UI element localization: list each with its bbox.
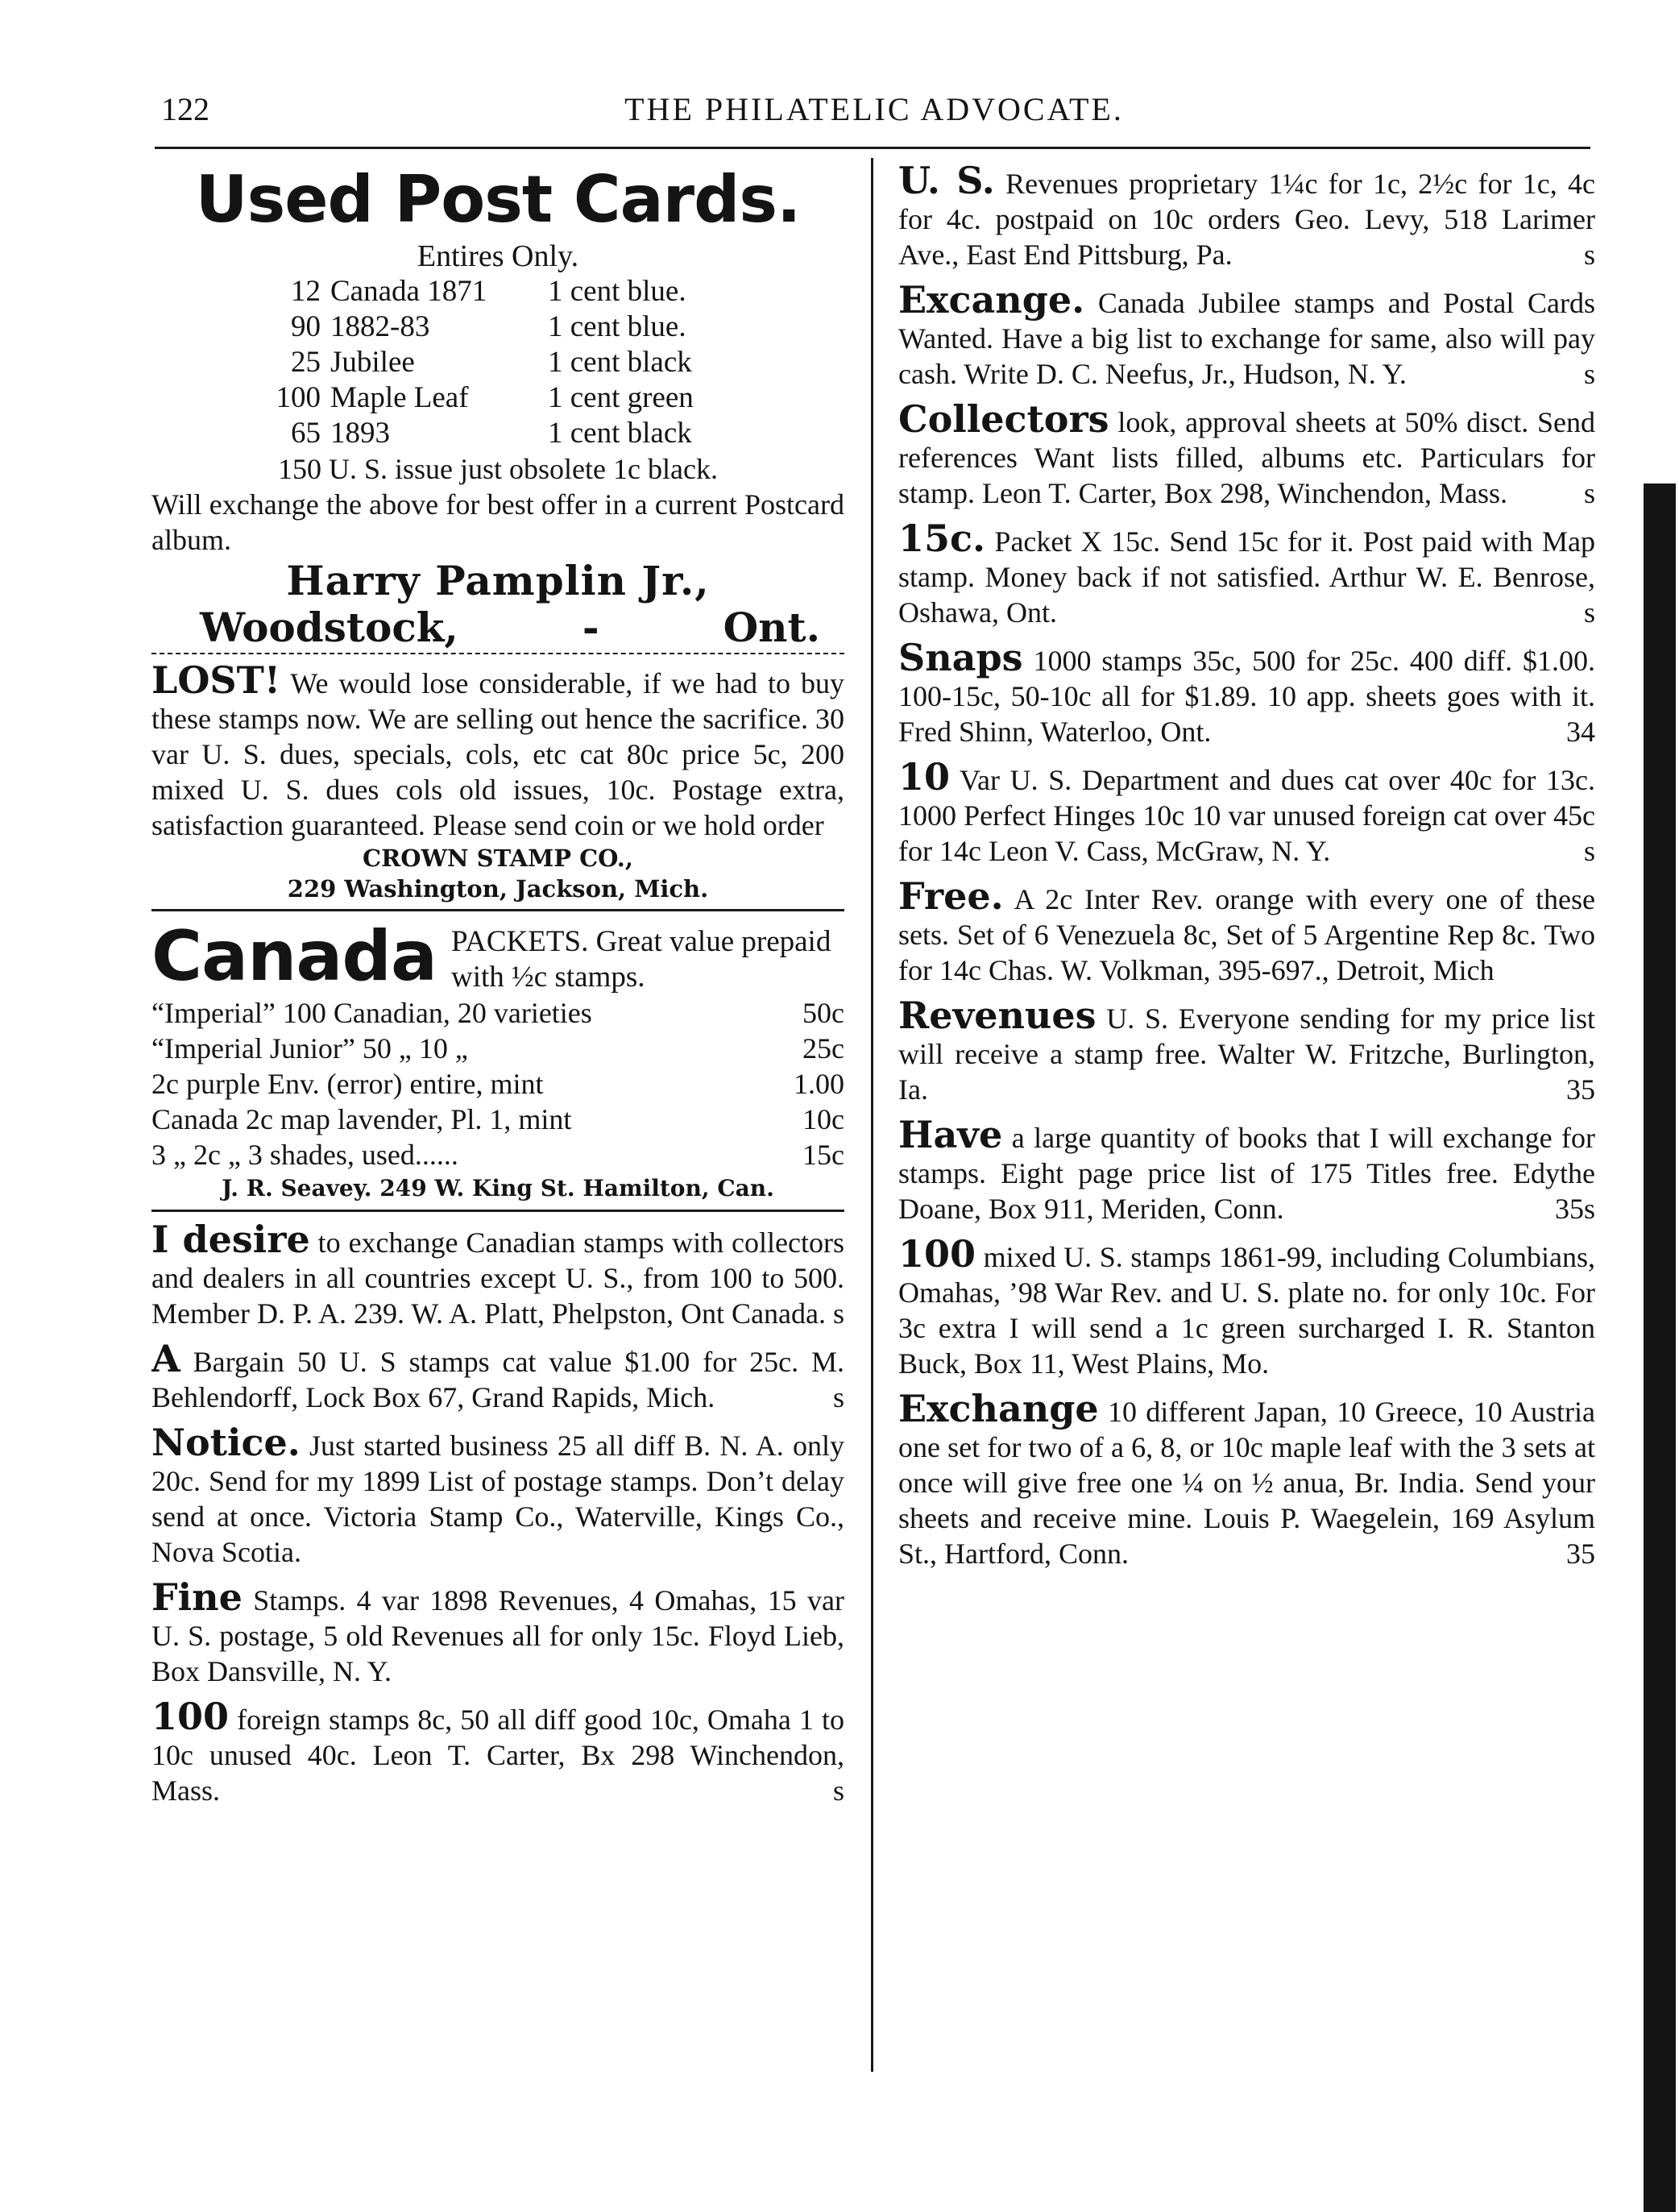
classified-ad [898, 280, 1595, 392]
ad-gap [898, 1107, 1595, 1115]
classified-lead: 10 [898, 755, 951, 799]
packet-row [151, 1102, 844, 1137]
post-card-note: 150 U. S. issue just obsolete 1c black. [278, 453, 718, 485]
classified-text: mixed U. S. stamps 1861-99, including Columbians, Omahas, ’98 War Rev. and U. S. plate no. for only 10c. For 3c extra I will send a 1c green surcharged I. R. Stanton Buck, Box 11, West Plains, Mo. [898, 1241, 1595, 1380]
right-column [898, 161, 1595, 2063]
classified-text: 10 different Japan, 10 Greece, 10 Austria one set for two of a 6, 8, or 10c maple leaf with the 3 sets at once will give free one ¼ on ½ anua, Br. India. Send your sheets and receive mine. Louis P. Waegelein, 169 Asylum St., Hartford, Conn. [898, 1396, 1595, 1570]
post-card-list [256, 274, 694, 451]
classified-ad [898, 1232, 1595, 1381]
packet-item: “Imperial” 100 Canadian, 20 varieties [151, 997, 592, 1029]
advertiser-city: Woodstock, [200, 604, 458, 651]
canada-title: Canada [151, 916, 437, 997]
packet-item: 3 „ 2c „ 3 shades, used...... [151, 1139, 458, 1171]
post-card-desc: 1882-83 [330, 310, 430, 343]
classified-text: U. S. Everyone sending for my price list will receive a stamp free. Walter W. Fritzche, Burlington, Ia. [898, 1002, 1595, 1106]
classified-code: 35 [1566, 1538, 1595, 1570]
canada-header [151, 916, 844, 997]
post-card-price: 1 cent black [548, 346, 692, 379]
post-card-row [256, 274, 694, 309]
packet-item: Canada 2c map lavender, Pl. 1, mint [151, 1103, 572, 1135]
ad-gap [151, 1689, 844, 1697]
classified-text: Revenues proprietary 1¼c for 1c, 2½c for 1c, 4c for 4c. postpaid on 10c orders Geo. Levy, 518 Larimer Ave., East End Pittsburg, Pa. [898, 168, 1595, 271]
classified-code: 35 [1566, 1073, 1595, 1106]
packet-row [151, 1066, 844, 1102]
section-divider [151, 909, 844, 911]
classified-text: Bargain 50 U. S stamps cat value $1.00 for 25c. M. Behlendorff, Lock Box 67, Grand Rapids, Mich. [151, 1346, 844, 1413]
classified-text: to exchange Canadian stamps with collectors and dealers in all countries except U. S., from 100 to 500. Member D. P. A. 239. W. A. Platt, Phelpston, Ont Canada. [151, 1226, 844, 1330]
classified-code: s [832, 1297, 844, 1330]
classified-lead: Snaps [898, 636, 1023, 679]
packet-item: “Imperial Junior” 50 „ 10 „ [151, 1032, 468, 1064]
classified-code: s [1583, 835, 1595, 867]
used-post-cards-subtitle: Entires Only. [417, 239, 579, 273]
post-card-row [256, 416, 694, 451]
classified-code: s [832, 1774, 844, 1807]
post-card-price: 1 cent blue. [548, 310, 686, 343]
header-rule [155, 147, 1590, 149]
classified-ad [898, 1389, 1595, 1571]
classified-code: s [1583, 477, 1595, 509]
used-post-cards-title: Used Post Cards. [195, 162, 801, 237]
post-card-desc: Jubilee [330, 346, 415, 379]
packet-row [151, 995, 844, 1031]
classified-lead: A [151, 1337, 180, 1380]
classified-text: Stamps. 4 var 1898 Revenues, 4 Omahas, 15 var U. S. postage, 5 old Revenues all for only 15c. Floyd Lieb, Box Dansville, N. Y. [151, 1584, 844, 1687]
lost-ad-lead: LOST! [151, 658, 281, 702]
classified-text: a large quantity of books that I will exchange for stamps. Eight page price list of 175 Titles free. Edythe Doane, Box 911, Meriden, Conn. [898, 1122, 1595, 1225]
ad-gap [151, 1331, 844, 1339]
classified-code: s [832, 1381, 844, 1413]
classified-text: Just started business 25 all diff B. N. A. only 20c. Send for my 1899 List of postage stamps. Don’t delay send at once. Victoria Stamp Co., Waterville, Kings Co., Nova Scotia. [151, 1430, 844, 1568]
classified-ad [151, 1575, 844, 1689]
packet-row [151, 1031, 844, 1066]
running-head [161, 90, 1587, 139]
classified-text: foreign stamps 8c, 50 all diff good 10c, Omaha 1 to 10c unused 40c. Leon T. Carter, Bx 298 Winchendon, Mass. [151, 1704, 844, 1807]
classified-code: 35s [1554, 1193, 1595, 1225]
classified-lead: Free. [898, 874, 1004, 918]
classified-ad [898, 1115, 1595, 1226]
canada-seller: J. R. Seavey. 249 W. King St. Hamilton, Can. [222, 1175, 774, 1201]
ad-gap [898, 1226, 1595, 1235]
classified-ad [898, 996, 1595, 1107]
post-card-offer: Will exchange the above for best offer in a current Postcard album. [151, 488, 844, 556]
classified-lead: U. S. [898, 161, 995, 202]
section-divider [151, 1210, 844, 1212]
classified-lead: 100 [898, 1232, 976, 1276]
page-number: 122 [161, 91, 209, 127]
post-card-qty: 100 [276, 381, 321, 414]
classified-ad [151, 1339, 844, 1415]
journal-title: THE PHILATELIC ADVOCATE. [624, 91, 1124, 127]
classified-lead: 100 [151, 1695, 230, 1738]
ad-gap [898, 749, 1595, 757]
packet-price: 10c [802, 1103, 844, 1135]
classified-ad [151, 1220, 844, 1331]
advertiser-province: Ont. [723, 604, 820, 651]
classified-ad [898, 638, 1595, 749]
column-divider [871, 158, 873, 2072]
lost-ad-text [151, 658, 844, 843]
classified-text: A 2c Inter Rev. orange with every one of these sets. Set of 6 Venezuela 8c, Set of 5 Argentine Rep 8c. Two for 14c Chas. W. Volkman, 395-697., Detroit, Mich [898, 883, 1595, 986]
advertiser-dash: - [582, 604, 599, 651]
canada-side-text: PACKETS. Great value prepaid with ½c stamps. [451, 925, 831, 994]
classified-lead: Collectors [898, 397, 1109, 441]
classified-lead: Notice. [151, 1421, 301, 1464]
classified-text: look, approval sheets at 50% disct. Send references Want lists filled, albums etc. Particulars for stamp. Leon T. Carter, Box 298, Winchendon, Mass. [898, 406, 1595, 509]
lost-ad-address: 229 Washington, Jackson, Mich. [287, 875, 709, 903]
classified-lead: Exchange [898, 1387, 1099, 1430]
classified-text: Packet X 15c. Send 15c for it. Post paid with Map stamp. Money back if not satisfied. Arthur W. E. Benrose, Oshawa, Ont. [898, 525, 1595, 629]
classified-ad [898, 519, 1595, 630]
post-card-qty: 90 [291, 310, 321, 343]
classified-ad [898, 874, 1595, 988]
post-card-qty: 25 [291, 346, 321, 379]
classified-code: 34 [1566, 716, 1595, 748]
advertiser-place [151, 604, 844, 651]
lost-ad [151, 658, 844, 904]
ad-gap [151, 1570, 844, 1578]
post-card-desc: Maple Leaf [330, 381, 469, 414]
advertiser-name: Harry Pamplin Jr., [286, 557, 710, 604]
post-card-price: 1 cent blue. [548, 275, 686, 308]
post-card-row [256, 309, 694, 345]
classified-ad [898, 757, 1595, 869]
used-post-cards-ad [151, 161, 844, 651]
lost-ad-firm: CROWN STAMP CO., [363, 845, 633, 872]
packet-price: 25c [802, 1032, 844, 1064]
classified-ad [151, 1697, 844, 1808]
section-divider [151, 653, 844, 654]
packet-item: 2c purple Env. (error) entire, mint [151, 1068, 544, 1100]
classified-text: Canada Jubilee stamps and Postal Cards Wanted. Have a big list to exchange for same, also will pay cash. Write D. C. Neefus, Jr., Hudson, N. Y. [898, 287, 1595, 390]
classified-lead: I desire [151, 1218, 310, 1261]
post-card-price: 1 cent black [548, 417, 692, 450]
classified-code: s [1583, 596, 1595, 629]
classified-lead: Excange. [898, 278, 1085, 322]
lost-ad-body: We would lose considerable, if we had to buy these stamps now. We are selling out hence the sacrifice. 30 var U. S. dues, specials, cols, etc cat 80c price 5c, 200 mixed U. S. dues cols old issues, 10c. Postage extra, satisfaction guaranteed. Please send coin or we hold order [151, 667, 844, 841]
page-edge-shadow [1644, 483, 1676, 2212]
packet-price-list [151, 995, 844, 1172]
ad-gap [898, 511, 1595, 519]
classified-code: s [1583, 239, 1595, 271]
post-card-row [256, 345, 694, 380]
classified-text: Var U. S. Department and dues cat over 40c for 13c. 1000 Perfect Hinges 10c 10 var unused foreign cat over 45c for 14c Leon V. Cass, McGraw, N. Y. [898, 764, 1595, 867]
classified-ad [151, 1423, 844, 1570]
packet-price: 1.00 [794, 1068, 844, 1100]
packet-row [151, 1137, 844, 1172]
left-column [151, 161, 844, 2063]
classified-lead: Revenues [898, 994, 1097, 1037]
classified-lead: Have [898, 1113, 1003, 1156]
classified-ad [898, 397, 1595, 511]
classified-code: s [1583, 358, 1595, 390]
post-card-qty: 12 [291, 275, 321, 308]
post-card-qty: 65 [291, 417, 321, 450]
packet-price: 50c [802, 997, 844, 1029]
canada-packets-ad [151, 916, 844, 1205]
classified-lead: Fine [151, 1575, 243, 1619]
post-card-row [256, 380, 694, 416]
classified-text: 1000 stamps 35c, 500 for 25c. 400 diff. $1.00. 100-15c, 50-10c all for $1.89. 10 app. sheets goes with it. Fred Shinn, Waterloo, Ont. [898, 645, 1595, 748]
classified-lead: 15c. [898, 517, 986, 560]
post-card-price: 1 cent green [548, 381, 694, 414]
post-card-desc: Canada 1871 [330, 275, 487, 308]
packet-price: 15c [802, 1139, 844, 1171]
classified-ad [898, 161, 1595, 272]
post-card-desc: 1893 [330, 417, 390, 450]
